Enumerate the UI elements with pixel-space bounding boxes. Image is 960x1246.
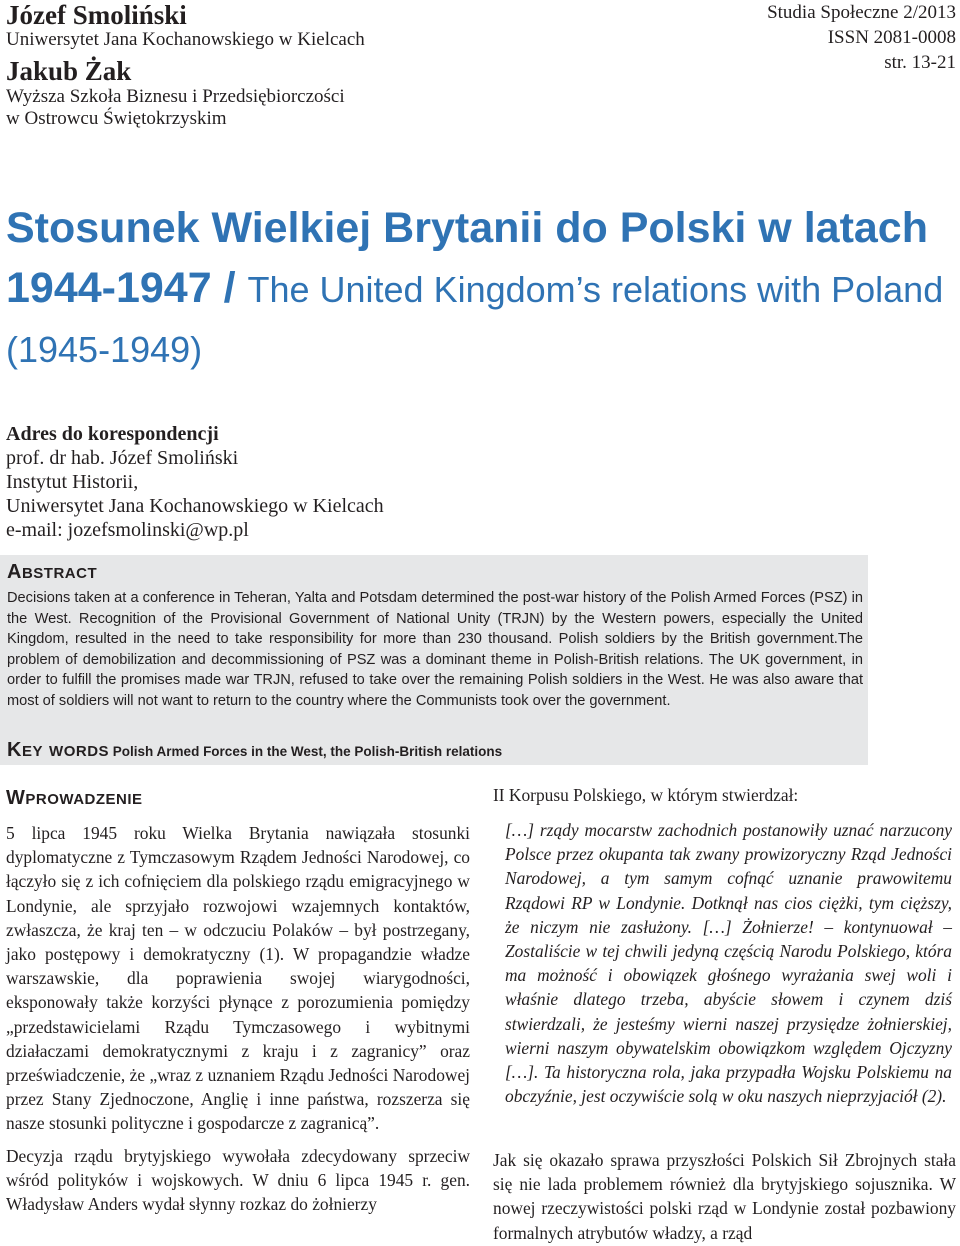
title-english: The United Kingdom’s relations with Poland <box>247 269 944 310</box>
abstract-text: Decisions taken at a conference in Teheran, Yalta and Potsdam determined the post-war history of the Polish Armed Forces (PSZ) in the West. Recognition of the Provisional Government of National Unity (TRJN) by the Western powers, especially the United Kingdom, resulted in the need to take responsibility for more than 230 thousand. Polish soldiers by the British government.The problem of demobilization and decommissioning of PSZ was a dominant theme in Polish-British relations. The UK government, in order to fulfill the promises made war TRJN, refused to take over the remaining Polish soldiers in the West. He was also aware that most of soldiers will not want to return to the country where the Communists took over the government. <box>7 590 863 709</box>
introduction-heading-rest: PROWADZENIE <box>25 791 143 808</box>
abstract-heading-initial: A <box>7 561 22 583</box>
journal-pages: str. 13-21 <box>884 52 956 73</box>
abstract-heading <box>7 560 97 586</box>
introduction-heading-initial: W <box>6 787 26 809</box>
author-2-affiliation-line1: Wyższa Szkoła Biznesu i Przedsiębiorczości <box>6 86 345 107</box>
correspondence-email: e-mail: jozefsmolinski@wp.pl <box>6 519 249 541</box>
author-2-name: Jakub Żak <box>6 56 132 86</box>
correspondence-block <box>6 422 384 542</box>
author-2-affiliation-line2: w Ostrowcu Świętokrzyskim <box>6 108 227 129</box>
intro-paragraph-2: Decyzja rządu brytyjskiego wywołała zdecydowany sprzeciw wśród polityków i wojskowych. W dniu 6 lipca 1945 r. gen. Władysław Anders wydał słynny rozkaz do żołnierzy <box>6 1145 470 1215</box>
article-title <box>6 198 946 380</box>
author-1-name: Józef Smoliński <box>6 0 187 30</box>
correspondence-institute: Instytut Historii, <box>6 471 139 493</box>
journal-name: Studia Społeczne 2/2013 <box>767 2 956 23</box>
right-column-paragraph: Jak się okazało sprawa przyszłości Polskich Sił Zbrojnych stała się nie lada problemem również dla brytyjskiego sojusznika. W nowej rzeczywistości polski rząd w Londynie został pozbawiony formalnych atrybutów władzy, a rząd <box>493 1150 956 1243</box>
title-line-1: Stosunek Wielkiej Brytanii do Polski w latach <box>6 204 928 252</box>
title-line-2 <box>6 258 946 320</box>
introduction-heading <box>6 786 143 812</box>
keywords-heading-rest-1: EY <box>21 743 43 760</box>
keywords-heading-initial: K <box>7 739 22 761</box>
journal-issn: ISSN 2081-0008 <box>827 27 956 48</box>
author-1-affiliation: Uniwersytet Jana Kochanowskiego w Kielcach <box>6 29 365 50</box>
keywords-heading-rest-2: WORDS <box>49 743 110 760</box>
title-line-3: (1945-1949) <box>6 329 203 370</box>
correspondence-heading: Adres do korespondencji <box>6 423 219 445</box>
left-column <box>6 821 470 1216</box>
correspondence-university: Uniwersytet Jana Kochanowskiego w Kielcach <box>6 495 384 517</box>
keywords-line <box>7 738 502 764</box>
right-column-intro: II Korpusu Polskiego, w którym stwierdzał: <box>493 785 799 805</box>
anders-quote: […] rządy mocarstw zachodnich postanowiły uznać narzucony Polsce przez okupanta tak zwany prowizoryczny Rząd Jedności Narodowej, a tym samym cofnąć uznanie prawowitemu Rządowi RP w Londynie. Dotknął nas cios ciężki, tym cięższy, że niczym nie zasłużony. […] Żołnierze! – kontynuował – Zostaliście w tej chwili jedyną częścią Narodu Polskiego, która ma możność i obowiązek głośnego wyrażania swej woli i właśnie dlatego trzeba, abyście słowem i czynem dziś stwierdzali, że jesteśmy wierni naszej przysiędze żołnierskiej, wierni naszym obywatelskim obowiązkom względem Ojczyzny […]. Ta historyczna rola, jaka przypadła Wojsku Polskiemu na obczyźnie, jest oczywiście solą w oku naszych nieprzyjaciół (2). <box>505 820 952 1107</box>
abstract-heading-rest: BSTRACT <box>21 565 98 582</box>
correspondence-name: prof. dr hab. Józef Smoliński <box>6 447 239 469</box>
keywords-text: Polish Armed Forces in the West, the Polish-British relations <box>112 744 503 759</box>
intro-paragraph-1: 5 lipca 1945 roku Wielka Brytania nawiązała stosunki dyplomatyczne z Tymczasowym Rządem Jedności Narodowej, co łączyło się z ich cofnięciem dla polskiego rządu emigracyjnego w Londynie, ale sprzyjało rozwojowi wzajemnych kontaktów, zwłaszcza, że kraj ten – w odczuciu Polaków – był postrzegany, jako postępowy i demokratyczny (1). W propagandzie władze warszawskie, dla poprawienia swojej wiarygodności, eksponowały także korzyści płynące z porozumienia pomiędzy „przedstawicielami Rządu Tymczasowego i wybitnymi działaczami demokratycznymi z kraju i z zagranicy” oraz przeświadczenie, że „wraz z uznaniem Rządu Jedności Narodowej przez Stany Zjednoczone, Anglię i inne państwa, rozszerza się nasze stosunki polityczne i gospodarcze z zagranicą”. <box>6 823 470 1134</box>
title-polish-years: 1944-1947 / <box>6 264 236 312</box>
